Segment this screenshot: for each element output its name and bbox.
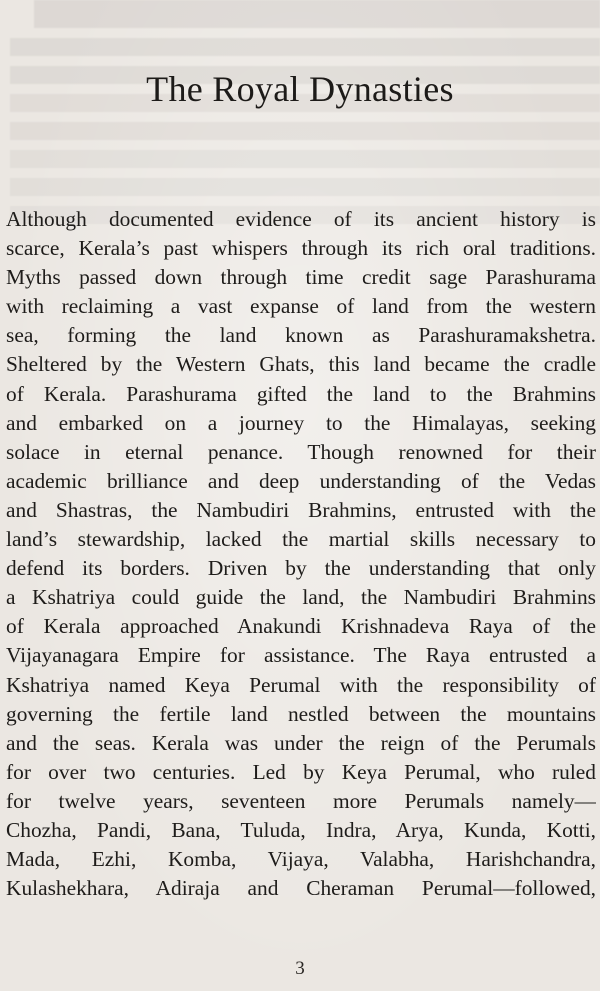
body-paragraph: [6, 205, 596, 903]
reverse-side-bleed-through: [10, 0, 600, 224]
text-line: Although documented evidence of its ancient history is: [6, 207, 596, 231]
text-line: Vijayanagara Empire for assistance. The Raya entrusted a: [6, 643, 596, 668]
text-line: academic brilliance and deep understanding of the Vedas: [6, 468, 596, 493]
text-line: land’s stewardship, lacked the martial skills necessary to: [6, 527, 596, 552]
text-line: and Shastras, the Nambudiri Brahmins, entrusted with the: [6, 497, 596, 522]
text-line: solace in eternal penance. Though renowned for their: [6, 439, 596, 464]
text-line: with reclaiming a vast expanse of land from the western: [6, 294, 596, 319]
text-line: Sheltered by the Western Ghats, this land became the cradle: [6, 352, 596, 377]
text-line: Chozha, Pandi, Bana, Tuluda, Indra, Arya, Kunda, Kotti,: [6, 817, 596, 842]
text-line: of Kerala approached Anakundi Krishnadeva Raya of the: [6, 614, 596, 639]
text-line: Kulashekhara, Adiraja and Cheraman Perumal—followed,: [6, 876, 596, 901]
chapter-title: The Royal Dynasties: [146, 69, 454, 109]
text-line: for twelve years, seventeen more Perumals namely—: [6, 788, 596, 813]
text-line: and embarked on a journey to the Himalayas, seeking: [6, 410, 596, 435]
text-line: Kshatriya named Keya Perumal with the responsibility of: [6, 672, 596, 697]
text-line: Myths passed down through time credit sage Parashurama: [6, 265, 596, 290]
text-line: governing the fertile land nestled between the mountains: [6, 701, 596, 726]
page-number: 3: [295, 958, 305, 979]
text-line: scarce, Kerala’s past whispers through its rich oral traditions.: [6, 236, 596, 261]
text-line: Mada, Ezhi, Komba, Vijaya, Valabha, Harishchandra,: [6, 847, 596, 872]
text-line: sea, forming the land known as Parashuramakshetra.: [6, 323, 596, 348]
text-line: a Kshatriya could guide the land, the Nambudiri Brahmins: [6, 585, 596, 610]
text-line: for over two centuries. Led by Keya Perumal, who ruled: [6, 759, 596, 784]
text-line: defend its borders. Driven by the understanding that only: [6, 556, 596, 581]
text-line: of Kerala. Parashurama gifted the land to the Brahmins: [6, 381, 596, 406]
text-line: and the seas. Kerala was under the reign of the Perumals: [6, 730, 596, 755]
